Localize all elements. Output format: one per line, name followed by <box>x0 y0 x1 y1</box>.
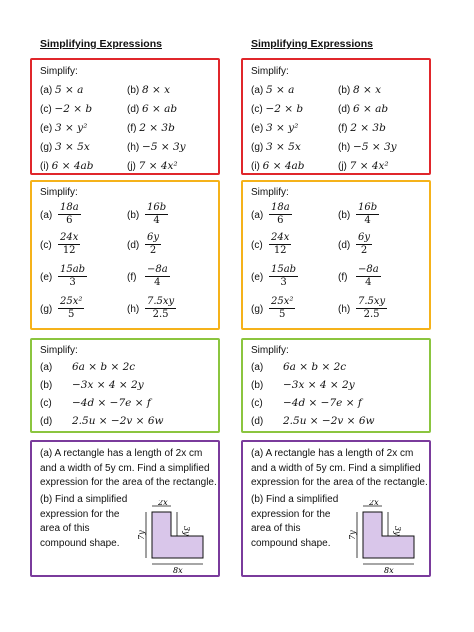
fraction-d: $\frac{6y}{2}$ <box>358 232 371 256</box>
simplify-label: Simplify: <box>251 345 289 356</box>
expr-b: −3x × 4 × 2y <box>283 379 355 391</box>
fraction-e: $\frac{15ab}{3}$ <box>271 264 297 288</box>
section-divide <box>241 180 431 330</box>
frac-label-g: (g) <box>40 304 53 315</box>
section-divide <box>30 180 220 330</box>
section-multiply-terms <box>30 338 220 433</box>
item-c: (c) <box>40 398 52 409</box>
part-a-text: (a) A rectangle has a length of 2x cm and a width of 5y cm. Find a simplified expression for the area of the rectangle. <box>251 448 428 488</box>
expr-a: 6a × b × 2c <box>72 361 136 373</box>
frac-label-c: (c) <box>40 240 52 251</box>
item-b: (b) 8 × x <box>127 84 171 96</box>
expr-b: −3x × 4 × 2y <box>72 379 144 391</box>
worksheet-title: Simplifying Expressions <box>251 38 373 50</box>
frac-label-f: (f) <box>338 272 348 283</box>
fraction-h: $\frac{7.5xy}{2.5}$ <box>358 296 386 320</box>
expr-a: 6a × b × 2c <box>283 361 347 373</box>
item-d: (d) <box>251 416 264 427</box>
dim-bottom: 8x <box>384 566 394 575</box>
item-a: (a) 5 × a <box>40 84 84 96</box>
dim-inner: 3y <box>182 526 191 536</box>
section-multiply-terms <box>241 338 431 433</box>
fraction-f: $\frac{-8a}{4}$ <box>358 264 379 288</box>
section-area <box>30 440 220 577</box>
item-h: (h) −5 × 3y <box>127 141 186 153</box>
simplify-label: Simplify: <box>251 187 289 198</box>
part-b-text: (b) Find a simplified expression for the area of this compound shape. <box>40 494 128 549</box>
dim-left: 7y <box>348 530 357 540</box>
dim-bottom: 8x <box>173 566 183 575</box>
item-a: (a) <box>251 362 264 373</box>
worksheet-title: Simplifying Expressions <box>40 38 162 50</box>
fraction-g: $\frac{\text{25x²}}{5}$ <box>60 296 83 320</box>
fraction-d: $\frac{6y}{2}$ <box>147 232 160 256</box>
frac-label-d: (d) <box>338 240 351 251</box>
item-b: (b) <box>251 380 264 391</box>
dim-left: 7y <box>137 530 146 540</box>
item-g: (g) 3 × 5x <box>40 141 90 153</box>
fraction-e: $\frac{15ab}{3}$ <box>60 264 86 288</box>
section-multiply-simple <box>30 58 220 175</box>
fraction-b: $\frac{16b}{4}$ <box>358 202 378 226</box>
fraction-f: $\frac{-8a}{4}$ <box>147 264 168 288</box>
section-area <box>241 440 431 577</box>
item-c: (c) −2 × b <box>40 103 93 115</box>
item-e: (e) 3 × y² <box>40 122 88 134</box>
item-f: (f) 2 × 3b <box>338 122 386 134</box>
frac-label-e: (e) <box>251 272 264 283</box>
part-a-text: (a) A rectangle has a length of 2x cm and a width of 5y cm. Find a simplified expression for the area of the rectangle. <box>40 448 217 488</box>
simplify-label: Simplify: <box>40 345 78 356</box>
l-shape <box>363 512 414 558</box>
expr-c: −4d × −7e × f <box>72 397 151 409</box>
frac-label-e: (e) <box>40 272 53 283</box>
dim-inner: 3y <box>393 526 402 536</box>
fraction-c: $\frac{24x}{12}$ <box>271 232 290 256</box>
fraction-a: $\frac{18a}{6}$ <box>60 202 79 226</box>
expr-c: −4d × −7e × f <box>283 397 362 409</box>
frac-label-a: (a) <box>40 210 53 221</box>
expr-d: 2.5u × −2v × 6w <box>283 415 375 427</box>
simplify-label: Simplify: <box>40 66 78 77</box>
item-d: (d) 6 × ab <box>127 103 178 115</box>
simplify-label: Simplify: <box>251 66 289 77</box>
item-f: (f) 2 × 3b <box>127 122 175 134</box>
fraction-c: $\frac{24x}{12}$ <box>60 232 79 256</box>
dim-top: 2x <box>369 500 379 507</box>
item-i: (i) 6 × 4ab <box>40 160 94 172</box>
expr-d: 2.5u × −2v × 6w <box>72 415 164 427</box>
fraction-b: $\frac{16b}{4}$ <box>147 202 167 226</box>
part-b-text: (b) Find a simplified expression for the area of this compound shape. <box>251 494 339 549</box>
compound-shape-diagram <box>348 500 428 576</box>
item-c: (c) −2 × b <box>251 103 304 115</box>
item-i: (i) 6 × 4ab <box>251 160 305 172</box>
frac-label-d: (d) <box>127 240 140 251</box>
l-shape <box>152 512 203 558</box>
simplify-label: Simplify: <box>40 187 78 198</box>
item-j: (j) 7 × 4x² <box>338 160 389 172</box>
item-a: (a) 5 × a <box>251 84 295 96</box>
compound-shape-diagram <box>137 500 217 576</box>
frac-label-c: (c) <box>251 240 263 251</box>
item-b: (b) <box>40 380 53 391</box>
frac-label-h: (h) <box>127 304 140 315</box>
item-g: (g) 3 × 5x <box>251 141 301 153</box>
fraction-g: $\frac{\text{25x²}}{5}$ <box>271 296 294 320</box>
section-multiply-simple <box>241 58 431 175</box>
frac-label-h: (h) <box>338 304 351 315</box>
item-d: (d) 6 × ab <box>338 103 389 115</box>
fraction-h: $\frac{7.5xy}{2.5}$ <box>147 296 175 320</box>
frac-label-b: (b) <box>338 210 351 221</box>
item-b: (b) 8 × x <box>338 84 382 96</box>
item-c: (c) <box>251 398 263 409</box>
dim-top: 2x <box>158 500 168 507</box>
item-j: (j) 7 × 4x² <box>127 160 178 172</box>
frac-label-f: (f) <box>127 272 137 283</box>
frac-label-b: (b) <box>127 210 140 221</box>
frac-label-g: (g) <box>251 304 264 315</box>
item-e: (e) 3 × y² <box>251 122 299 134</box>
item-d: (d) <box>40 416 53 427</box>
frac-label-a: (a) <box>251 210 264 221</box>
item-h: (h) −5 × 3y <box>338 141 397 153</box>
item-a: (a) <box>40 362 53 373</box>
fraction-a: $\frac{18a}{6}$ <box>271 202 290 226</box>
